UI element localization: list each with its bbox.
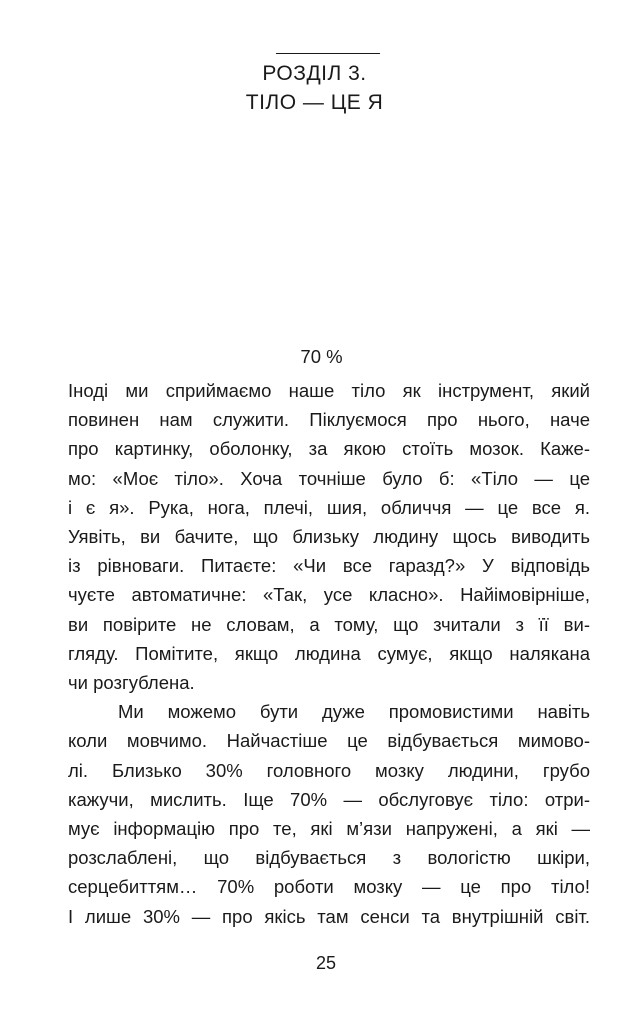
body-line: повинен нам служити. Піклуємося про нього, наче — [68, 409, 590, 431]
body-line: лі. Близько 30% головного мозку людини, грубо — [68, 759, 590, 781]
chapter-divider-line — [276, 53, 380, 54]
body-line: Уявіть, ви бачите, що близьку людину щось виводить — [68, 526, 590, 548]
body-line: із рівноваги. Питаєте: «Чи все гаразд?» У відповідь — [68, 555, 590, 577]
body-line: і є я». Рука, нога, плечі, шия, обличчя — це все я. — [68, 496, 590, 518]
body-line: мо: «Моє тіло». Хоча точніше було б: «Тіло — це — [68, 467, 590, 489]
body-line: гляду. Помітите, якщо людина сумує, якщо налякана — [68, 642, 590, 664]
body-line: про картинку, оболонку, за якою стоїть мозок. Каже- — [68, 438, 590, 460]
page-number: 25 — [315, 953, 337, 973]
body-line: коли мовчимо. Найчастіше це відбувається мимово- — [68, 730, 590, 752]
body-line: кажучи, мислить. Іще 70% — обслуговує тіло: отри- — [68, 788, 590, 810]
body-line: І лише 30% — про якісь там сенси та внутрішній світ. — [68, 905, 590, 927]
body-line: ви повірите не словам, а тому, що зчитали з її ви- — [68, 613, 590, 635]
section-heading: 70 % — [300, 346, 343, 367]
body-line: чуєте автоматичне: «Так, усе класно». Найімовірніше, — [68, 584, 590, 606]
chapter-number: РОЗДІЛ 3. — [262, 62, 367, 85]
body-line: розслаблені, що відбувається з вологістю шкіри, — [68, 847, 590, 869]
body-line: Іноді ми сприймаємо наше тіло як інструмент, який — [68, 380, 590, 401]
body-text — [68, 376, 590, 931]
body-line-indented: Ми можемо бути дуже промовистими навіть — [118, 701, 590, 723]
body-line: мує інформацію про те, які м’язи напружені, а які — — [68, 818, 590, 840]
body-line: чи розгублена. — [68, 672, 195, 694]
chapter-title: ТІЛО — ЦЕ Я — [245, 91, 384, 114]
body-line: серцебиттям… 70% роботи мозку — це про тіло! — [68, 876, 590, 898]
